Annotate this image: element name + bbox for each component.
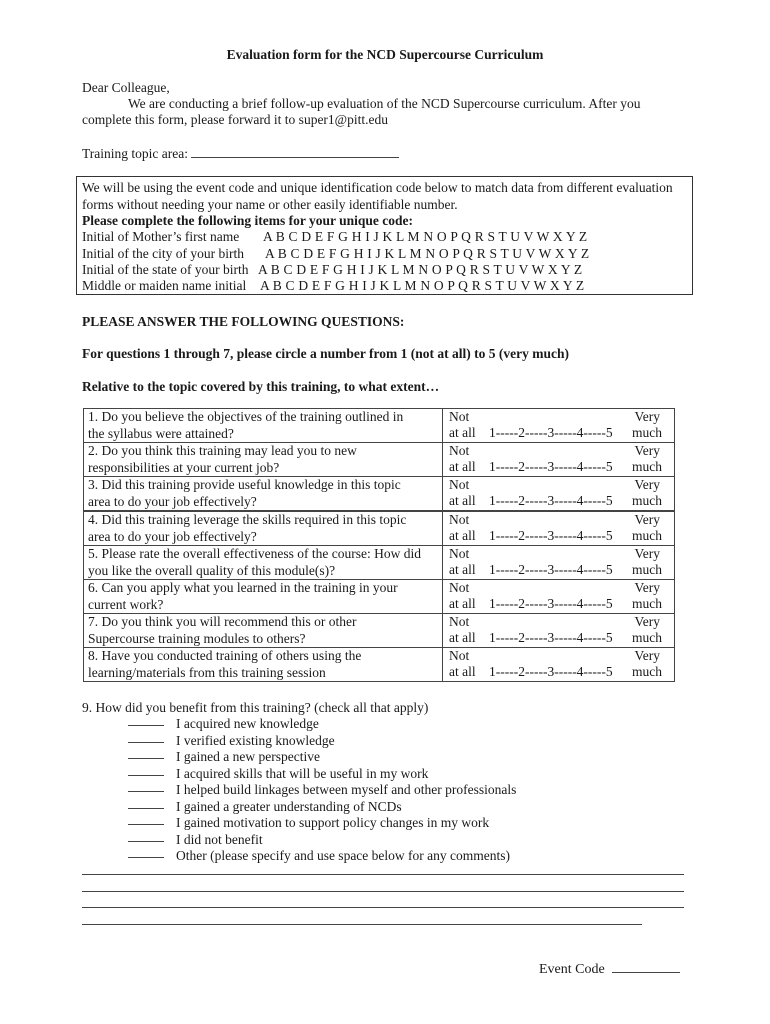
q9-option-label: I verified existing knowledge [176, 732, 335, 748]
q9-option [128, 733, 335, 749]
code-box-line-1: We will be using the event code and unique identification code below to match data from different evaluation [82, 180, 673, 195]
rating-scale[interactable] [443, 477, 675, 512]
q9-option-label: I acquired skills that will be useful in my work [176, 765, 429, 781]
question-row [84, 443, 675, 477]
scale-much-label: much [632, 562, 662, 577]
scale-not-label: Not [449, 512, 470, 527]
scale-not-label: Not [449, 580, 470, 595]
q9-option [128, 749, 320, 765]
scale-at-all-label: at all [449, 528, 476, 543]
scale-much-label: much [632, 425, 662, 440]
q9-option-label: I helped build linkages between myself and other professionals [176, 782, 517, 797]
rating-scale[interactable] [443, 614, 675, 648]
question-text [84, 546, 443, 580]
code-row-letters-state[interactable]: A B C D E F G H I J K L M N O P Q R S T U V W X Y Z [258, 262, 583, 277]
question-line-1: 4. Did this training leverage the skills required in this topic [88, 512, 407, 527]
scale-numbers[interactable]: 1-----2-----3-----4-----5 [489, 459, 613, 474]
question-line-1: 2. Do you think this training may lead you to new [88, 443, 357, 458]
scale-very-label: Very [634, 546, 660, 561]
q9-option [128, 848, 510, 864]
question-line-1: 5. Please rate the overall effectiveness of the course: How did [88, 546, 422, 561]
question-text [84, 443, 443, 477]
scale-very-label: Very [634, 648, 660, 663]
scale-at-all-label: at all [449, 562, 476, 577]
code-row-letters-middle[interactable]: A B C D E F G H I J K L M N O P Q R S T U V W X Y Z [260, 278, 585, 293]
scale-much-label: much [632, 664, 662, 679]
scale-numbers[interactable]: 1-----2-----3-----4-----5 [489, 664, 613, 679]
question-line-2: current work? [88, 596, 164, 612]
scale-numbers[interactable]: 1-----2-----3-----4-----5 [489, 630, 613, 645]
scale-very-label: Very [634, 614, 660, 629]
question-row [84, 546, 675, 580]
training-topic-input[interactable] [191, 157, 399, 158]
code-box-line-2: forms without needing your name or other easily identifiable number. [82, 197, 458, 212]
question-row [84, 580, 675, 614]
scale-very-label: Very [634, 443, 660, 458]
q9-option [128, 716, 319, 732]
training-topic-row [82, 146, 399, 162]
q9-checkbox-blank[interactable] [128, 742, 164, 743]
q9-checkbox-blank[interactable] [128, 824, 164, 825]
scale-at-all-label: at all [449, 630, 476, 645]
rating-scale[interactable] [443, 409, 675, 443]
heading-answer: PLEASE ANSWER THE FOLLOWING QUESTIONS: [82, 314, 405, 329]
scale-much-label: much [632, 596, 662, 611]
rating-scale[interactable] [443, 511, 675, 546]
scale-much-label: much [632, 459, 662, 474]
unique-code-box [76, 176, 693, 295]
rating-questions-table [83, 408, 675, 682]
q9-checkbox-blank[interactable] [128, 857, 164, 858]
scale-not-label: Not [449, 477, 470, 492]
q9-option-label: I acquired new knowledge [176, 716, 319, 731]
comment-line-2[interactable] [82, 891, 684, 892]
scale-much-label: much [632, 528, 662, 543]
q9-checkbox-blank[interactable] [128, 841, 164, 842]
comment-line-1[interactable] [82, 874, 684, 875]
scale-not-label: Not [449, 648, 470, 663]
greeting: Dear Colleague, [82, 80, 170, 95]
scale-numbers[interactable]: 1-----2-----3-----4-----5 [489, 596, 613, 611]
q9-option [128, 832, 263, 848]
question-line-2: learning/materials from this training session [88, 664, 326, 680]
event-code-row [539, 962, 680, 978]
scale-numbers[interactable]: 1-----2-----3-----4-----5 [489, 528, 613, 543]
heading-relative: Relative to the topic covered by this training, to what extent… [82, 379, 440, 394]
scale-not-label: Not [449, 443, 470, 458]
question-line-2: Supercourse training modules to others? [88, 630, 306, 646]
q9-option-label: I gained a greater understanding of NCDs [176, 798, 402, 814]
q9-checkbox-blank[interactable] [128, 775, 164, 776]
rating-scale[interactable] [443, 443, 675, 477]
code-row-label-state: Initial of the state of your birth [82, 262, 249, 277]
question-text [84, 614, 443, 648]
question-row [84, 511, 675, 546]
q9-checkbox-blank[interactable] [128, 791, 164, 792]
question-line-1: 6. Can you apply what you learned in the training in your [88, 580, 398, 595]
event-code-label: Event Code [539, 962, 605, 977]
scale-at-all-label: at all [449, 664, 476, 679]
q9-option [128, 782, 516, 798]
question-line-1: 3. Did this training provide useful knowledge in this topic [88, 477, 401, 492]
question-line-2: area to do your job effectively? [88, 493, 257, 509]
scale-at-all-label: at all [449, 425, 476, 440]
event-code-input[interactable] [612, 972, 680, 973]
scale-not-label: Not [449, 409, 470, 424]
code-row-label-mother: Initial of Mother’s first name [82, 229, 240, 244]
question-text [84, 580, 443, 614]
rating-scale[interactable] [443, 546, 675, 580]
question-row [84, 648, 675, 682]
scale-much-label: much [632, 630, 662, 645]
q9-option-label: I gained motivation to support policy changes in my work [176, 815, 490, 830]
code-row-label-city: Initial of the city of your birth [82, 246, 244, 261]
question-text [84, 477, 443, 512]
scale-numbers[interactable]: 1-----2-----3-----4-----5 [489, 425, 613, 440]
code-row-letters-city[interactable]: A B C D E F G H I J K L M N O P Q R S T U V W X Y Z [265, 246, 590, 261]
question-line-1: 8. Have you conducted training of others using the [88, 648, 362, 663]
form-title: Evaluation form for the NCD Supercourse Curriculum [226, 47, 544, 62]
question-line-1: 7. Do you think you will recommend this or other [88, 614, 357, 629]
q9-option [128, 799, 402, 815]
scale-at-all-label: at all [449, 459, 476, 474]
question-line-2: the syllabus were attained? [88, 425, 234, 441]
scale-very-label: Very [634, 477, 660, 492]
q9-option [128, 766, 428, 782]
intro-line-2: complete this form, please forward it to super1@pitt.edu [82, 112, 388, 127]
question-row [84, 614, 675, 648]
question-text [84, 409, 443, 443]
question-line-1: 1. Do you believe the objectives of the training outlined in [88, 409, 404, 424]
q9-option-label: I gained a new perspective [176, 749, 320, 764]
question-row [84, 409, 675, 443]
question-line-2: you like the overall quality of this module(s)? [88, 562, 336, 578]
question-line-2: area to do your job effectively? [88, 528, 257, 544]
question-text [84, 648, 443, 682]
code-box-instruction: Please complete the following items for your unique code: [82, 213, 413, 228]
scale-at-all-label: at all [449, 493, 476, 508]
scale-numbers[interactable]: 1-----2-----3-----4-----5 [489, 493, 613, 508]
q9-checkbox-blank[interactable] [128, 758, 164, 759]
scale-very-label: Very [634, 580, 660, 595]
scale-not-label: Not [449, 614, 470, 629]
intro-line-1: We are conducting a brief follow-up evaluation of the NCD Supercourse curriculum. After you [128, 96, 641, 111]
q9-option-label: I did not benefit [176, 831, 263, 847]
comment-line-4[interactable] [82, 924, 642, 925]
scale-very-label: Very [634, 409, 660, 424]
scale-much-label: much [632, 493, 662, 508]
rating-scale[interactable] [443, 648, 675, 682]
q9-checkbox-blank[interactable] [128, 808, 164, 809]
training-topic-label: Training topic area: [82, 146, 188, 161]
scale-at-all-label: at all [449, 596, 476, 611]
code-row-letters-mother[interactable]: A B C D E F G H I J K L M N O P Q R S T U V W X Y Z [263, 229, 588, 244]
q9-checkbox-blank[interactable] [128, 725, 164, 726]
q9-option-label: Other (please specify and use space below for any comments) [176, 848, 510, 863]
code-row-label-middle: Middle or maiden name initial [82, 278, 247, 293]
comment-line-3[interactable] [82, 907, 684, 908]
q9-title: 9. How did you benefit from this training? (check all that apply) [82, 700, 429, 715]
q9-option [128, 815, 489, 831]
rating-scale[interactable] [443, 580, 675, 614]
scale-numbers[interactable]: 1-----2-----3-----4-----5 [489, 562, 613, 577]
question-text [84, 511, 443, 546]
heading-scale: For questions 1 through 7, please circle a number from 1 (not at all) to 5 (very much) [82, 346, 569, 361]
scale-not-label: Not [449, 546, 470, 561]
question-row [84, 477, 675, 512]
scale-very-label: Very [634, 512, 660, 527]
question-line-2: responsibilities at your current job? [88, 459, 280, 475]
